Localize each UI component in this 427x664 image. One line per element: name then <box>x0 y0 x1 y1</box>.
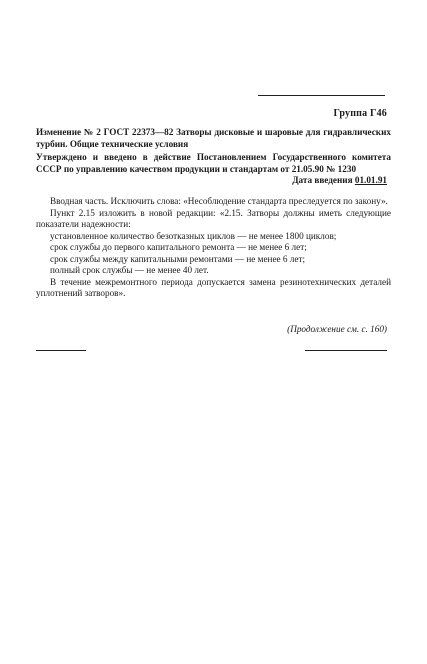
approval-statement: Утверждено и введено в действие Постановлением Государственного комитета СССР по управлению качеством продукции и стандартам от 21.05.90 № 1230 <box>36 152 391 174</box>
paragraph-intro: Вводная часть. Исключить слова: «Несоблюдение стандарта преследуется по закону». <box>50 196 388 206</box>
list-item-full-life: полный срок службы — не менее 40 лет. <box>50 265 209 275</box>
effective-date-label: Дата введения <box>292 175 353 185</box>
list-item-first-repair: срок службы до первого капитального ремонта — не менее 6 лет; <box>50 242 307 252</box>
continuation-note: (Продолжение см. с. 160) <box>287 324 387 334</box>
bottom-left-rule <box>36 350 86 351</box>
amendment-body <box>36 196 391 300</box>
top-rule <box>258 95 385 96</box>
paragraph-clause: Пункт 2.15 изложить в новой редакции: «2.15. Затворы должны иметь следующие показатели надежности: <box>36 207 391 229</box>
list-item-between-repairs: срок службы между капитальными ремонтами — не менее 6 лет; <box>50 253 306 264</box>
group-code: Группа Г46 <box>333 108 387 119</box>
effective-date <box>292 175 387 185</box>
amendment-title: Изменение № 2 ГОСТ 22373—82 Затворы дисковые и шаровые для гидравлических турбин. Общие технические условия <box>36 127 391 149</box>
bottom-right-rule <box>305 350 387 351</box>
list-item-cycles: установленное количество безотказных циклов — не менее 1800 циклов; <box>50 230 337 241</box>
paragraph-seal-replacement: В течение межремонтного периода допускается замена резинотехнических деталей уплотнений затворов». <box>36 276 391 298</box>
effective-date-value: 01.01.91 <box>354 175 387 185</box>
